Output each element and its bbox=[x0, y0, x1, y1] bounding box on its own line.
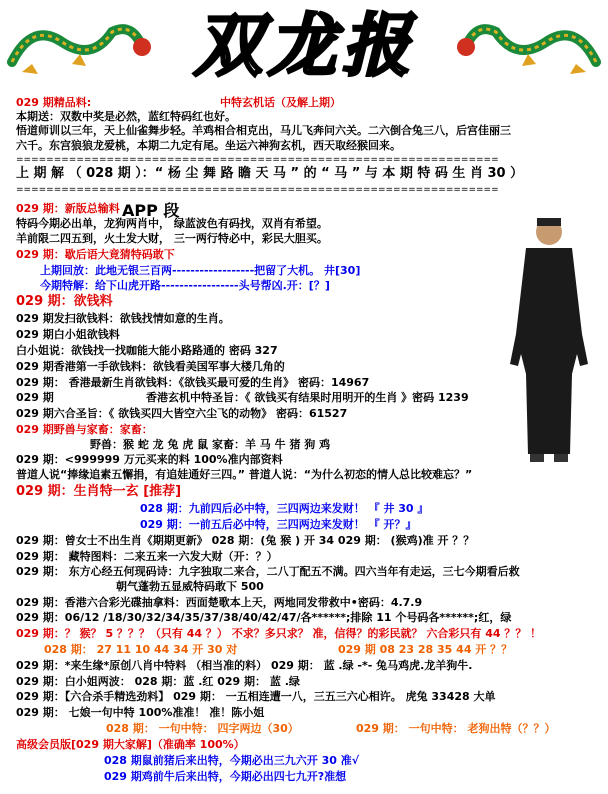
line-l22: 029 期：<999999 万元买来的料 100%准内部资料 bbox=[16, 453, 283, 466]
line-l17: 029 期： 香港最新生肖欲钱料：《欲钱买最可爱的生肖》 密码：14967 bbox=[16, 376, 370, 389]
line-l34b: 029 期 08 23 28 35 44 开 ？？ bbox=[338, 643, 513, 656]
line-l40: 高级会员版[029 期大家解]（准确率 100%） bbox=[16, 738, 245, 751]
header bbox=[0, 0, 608, 92]
line-l41: 028 期鼠前猪后来出特，今期必出三九六开 30 准√ bbox=[104, 754, 360, 767]
line-l12: 029 期：欲钱料 bbox=[16, 294, 113, 309]
line-l32: 029 期：06/12 /18/30/32/34/35/37/38/40/42/47/各******;排除 11 个号码各******;红，绿 bbox=[16, 611, 512, 624]
line-l23: 普道人说“捧缘追素五懈捐，有追娃通好三四。” 普道人说：“为什么初恋的情人总比较难忘？” bbox=[16, 468, 473, 481]
line-l8: 羊前限二四五到，火土发大财， 三一两行特必中，彩民大胆买。 bbox=[16, 232, 328, 245]
line-l16: 029 期香港第一手欲钱料：欲钱看美国军事大楼几角的 bbox=[16, 360, 285, 373]
line-l5: 上 期 解 （ 028 期 ）：“ 杨 尘 舞 路 瞻 天 马 ” 的 “ 马 ” 与 本 期 特 码 生 肖 30 ） bbox=[16, 166, 524, 181]
line-l20: 029 期野兽与家畜：家畜： bbox=[16, 423, 153, 436]
line-l33: 029 期：？ 猴？ 5 ？？？（只有 44 ？） 不求？多只求？ 准，信得？的彩民就？ 六合彩只有 44 ？？ ！ bbox=[16, 627, 542, 640]
line-l34a: 028 期： 27 11 10 44 34 开 30 对 bbox=[44, 643, 238, 656]
line-l28: 029 期： 藏特图料：二来五来一六发大财（开：？） bbox=[16, 550, 278, 563]
line-l1b: 中特玄机话（及解上期） bbox=[220, 96, 341, 109]
line-l15: 白小姐说：欲钱找一找咖能大能小路路通的 密码 327 bbox=[16, 344, 278, 357]
line-l9: 029 期：歇后语大竟猜特码敢下 bbox=[16, 248, 175, 261]
separator: ================================================================ bbox=[16, 155, 499, 165]
dragon-left-icon bbox=[2, 2, 152, 82]
line-l26: 029 期：一前五后必中特，三四两边来发财！ 『 开？』 bbox=[140, 518, 417, 531]
line-l21: 野兽：猴 蛇 龙 兔 虎 鼠 家畜：羊 马 牛 猪 狗 鸡 bbox=[90, 438, 331, 451]
line-l39b: 029 期： 一句中特： 老狗出特（？？） bbox=[356, 722, 556, 735]
line-l18b: 香港玄机中特圣旨：《 欲钱买有结果时用明开的生肖 》密码 1239 bbox=[146, 391, 469, 404]
line-l4: 六千。东宫狼狼龙爱桃，本期二九定有尾。坐运六神狗玄机，西天取经猴回来。 bbox=[16, 139, 401, 152]
line-l38: 029 期： 七娘一句中特 100%准准！ 准！陈小姐 bbox=[16, 706, 265, 719]
line-l10: 上期回放：此地无银三百两------------------把留了大机。 井[30] bbox=[40, 264, 361, 277]
line-l35: 029 期：*来生缘*原创八肖中特料 （相当准的料） 029 期： 蓝 .绿 -*- 兔马鸡虎.龙羊狗牛. bbox=[16, 659, 473, 672]
line-l30: 朝气蓬勃五显威特码敢下 500 bbox=[116, 580, 264, 593]
line-l13: 029 期发扫欲钱料：欲钱找情如意的生肖。 bbox=[16, 312, 230, 325]
line-l29: 029 期： 东方心经五何现码诗：九字独取二来合，二八丁配五不满。四六当年有走运，三七今期看后救 bbox=[16, 565, 520, 578]
line-l24: 029 期：生肖特一玄 [推荐] bbox=[16, 484, 182, 499]
line-l14: 029 期白小姐欲钱料 bbox=[16, 328, 120, 341]
person-figure bbox=[508, 214, 590, 464]
line-l18a: 029 期 bbox=[16, 391, 54, 404]
line-l2: 本期送：双数中奖是必然，蓝红特码红也好。 bbox=[16, 110, 236, 123]
line-l42: 029 期鸡前牛后来出特，今期必出四七九开?准想 bbox=[104, 770, 347, 783]
line-l19: 029 期六合圣旨：《 欲钱买四大皆空六尘飞的动物》 密码：61527 bbox=[16, 407, 348, 420]
page-title: 双龙报 bbox=[193, 6, 416, 86]
line-l37: 029 期：【六合杀手精选劲料】 029 期： 一五相连遭一八，三五三六心相许。 虎兔 33428 大单 bbox=[16, 690, 496, 703]
line-l1a: 029 期精品料: bbox=[16, 96, 92, 109]
line-l7: 特码今期必出单，龙狗两肖中， 绿蓝波色有码找，双肖有希望。 bbox=[16, 217, 328, 230]
line-l6: 029 期：新版总输料 bbox=[16, 202, 120, 215]
line-l36: 029 期：白小姐两波： 028 期：蓝 .红 029 期： 蓝 .绿 bbox=[16, 675, 300, 688]
line-l27: 029 期：曾女士不出生肖《期期更新》 028 期：(兔 猴 ) 开 34 029 期： (猴鸡)准 开 ？？ bbox=[16, 534, 475, 547]
separator: ================================================================ bbox=[16, 185, 499, 195]
dragon-right-icon bbox=[456, 2, 606, 82]
line-l31: 029 期：香港六合彩光碟抽拿料：西面楚歌本上天，两地同发带救中•密码：4.7.9 bbox=[16, 596, 423, 609]
line-l39a: 028 期： 一句中特： 四字两边（30） bbox=[106, 722, 299, 735]
line-l11: 今期特解：给下山虎开路-----------------头号帮凶.开：[？] bbox=[40, 279, 330, 292]
app-label: APP 段 bbox=[122, 201, 180, 220]
line-l3: 悟道师训以三年，天上仙雀舞步轻。羊鸡相合相克出，马儿飞奔问六关。二六倒合兔三八，后宫佳丽三 bbox=[16, 124, 511, 137]
line-l25: 028 期：九前四后必中特，三四两边来发财！ 『 井 30 』 bbox=[140, 502, 429, 515]
